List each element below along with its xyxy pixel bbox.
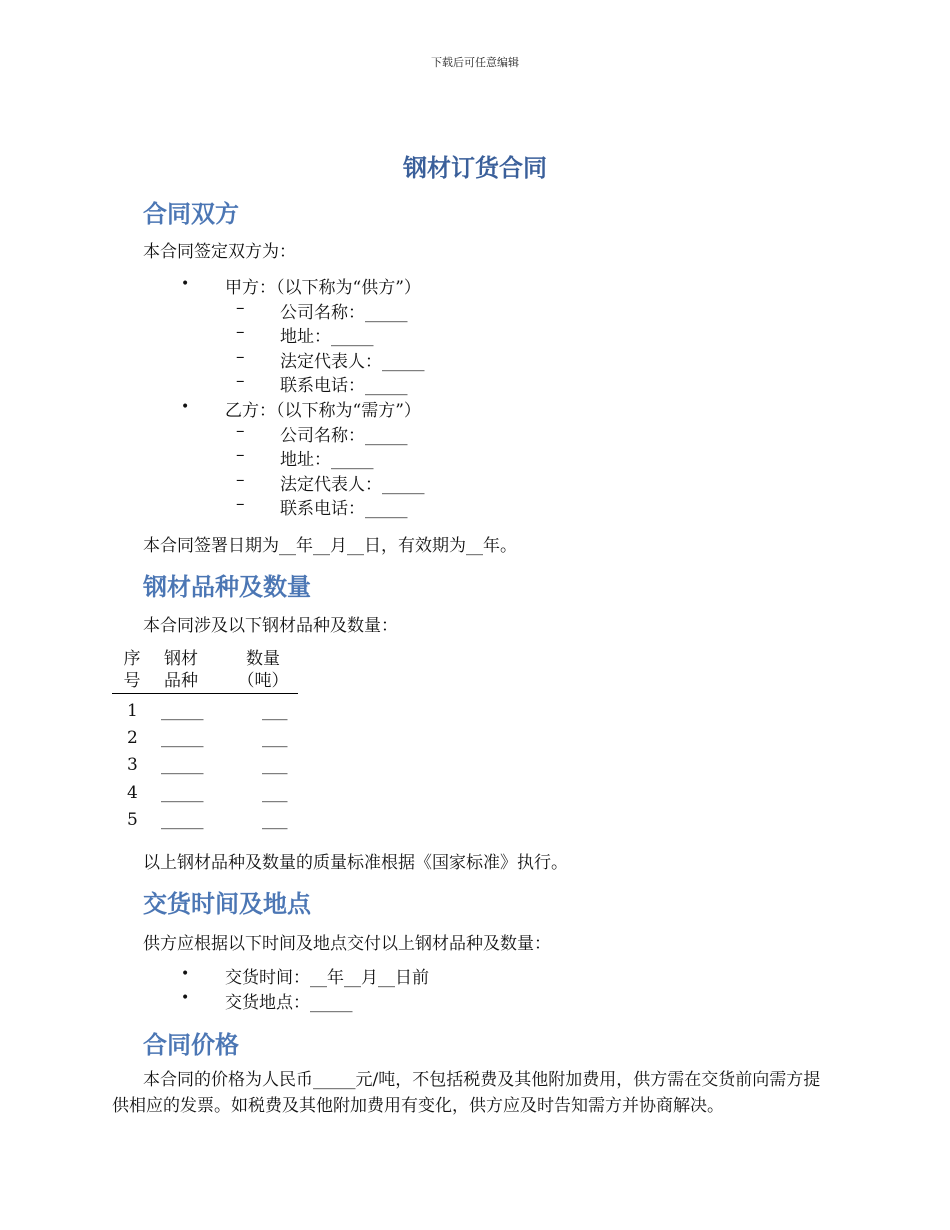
price-paragraph: 本合同的价格为人民币_____元/吨，不包括税费及其他附加费用，供方需在交货前向需方提供相应的发票。如税费及其他附加费用有变化，供方应及时告知需方并协商解决。: [112, 1070, 821, 1116]
party-b-phone: 联系电话：_____: [280, 499, 408, 519]
party-a-address: 地址：_____: [280, 327, 374, 347]
table-header-type-line1: 钢材: [164, 649, 198, 669]
dash-icon: –: [236, 445, 245, 465]
bullet-icon: •: [181, 276, 190, 292]
party-a-label: 甲方：（以下称为“供方”）: [225, 278, 421, 298]
party-b-company: 公司名称：_____: [280, 426, 408, 446]
section-heading-price: 合同价格: [143, 1031, 239, 1059]
row-quantity: ___: [262, 755, 288, 775]
quality-standard-line: 以上钢材品种及数量的质量标准根据《国家标准》执行。: [143, 853, 568, 873]
row-type: _____: [161, 783, 204, 803]
dash-icon: –: [236, 322, 245, 342]
date-line: 本合同签署日期为__年__月__日，有效期为__年。: [143, 536, 517, 556]
row-number: 2: [127, 728, 138, 748]
row-type: _____: [161, 810, 204, 830]
row-number: 4: [127, 783, 138, 803]
section-heading-steel: 钢材品种及数量: [143, 573, 311, 601]
table-header-quantity-line1: 数量: [246, 649, 280, 669]
dash-icon: –: [236, 347, 245, 367]
section-heading-delivery: 交货时间及地点: [143, 890, 311, 918]
page-header-note: 下载后可任意编辑: [431, 56, 519, 69]
party-b-label: 乙方：（以下称为“需方”）: [225, 401, 421, 421]
row-quantity: ___: [262, 701, 288, 721]
dash-icon: –: [236, 298, 245, 318]
table-header-type-line2: 品种: [164, 671, 198, 691]
row-number: 1: [127, 701, 138, 721]
bullet-icon: •: [181, 399, 190, 415]
dash-icon: –: [236, 470, 245, 490]
party-a-phone: 联系电话：_____: [280, 376, 408, 396]
dash-icon: –: [236, 371, 245, 391]
row-number: 3: [127, 755, 138, 775]
table-header-number-line1: 序: [123, 649, 141, 669]
dash-icon: –: [236, 421, 245, 441]
table-header-quantity: [228, 648, 298, 692]
row-quantity: ___: [262, 783, 288, 803]
party-a-company: 公司名称：_____: [280, 303, 408, 323]
steel-intro: 本合同涉及以下钢材品种及数量：: [143, 616, 398, 636]
row-quantity: ___: [262, 810, 288, 830]
dash-icon: –: [236, 494, 245, 514]
table-header-rule: [112, 693, 298, 694]
party-b-address: 地址：_____: [280, 450, 374, 470]
table-header-number-line2: 号: [123, 671, 141, 691]
row-type: _____: [161, 755, 204, 775]
row-quantity: ___: [262, 728, 288, 748]
delivery-time: 交货时间：__年__月__日前: [225, 968, 429, 988]
row-type: _____: [161, 728, 204, 748]
table-header-number: [118, 648, 146, 692]
section-heading-parties: 合同双方: [143, 200, 239, 228]
party-b-representative: 法定代表人：_____: [280, 475, 425, 495]
delivery-intro: 供方应根据以下时间及地点交付以上钢材品种及数量：: [143, 934, 551, 954]
bullet-icon: •: [181, 966, 190, 982]
table-header-quantity-line2: （吨）: [237, 671, 289, 691]
parties-intro: 本合同签定双方为：: [143, 242, 296, 262]
row-number: 5: [127, 810, 138, 830]
document-title: 钢材订货合同: [403, 154, 547, 182]
bullet-icon: •: [181, 990, 190, 1006]
row-type: _____: [161, 701, 204, 721]
table-header-type: [157, 648, 205, 692]
party-a-representative: 法定代表人：_____: [280, 352, 425, 372]
delivery-location: 交货地点：_____: [225, 993, 353, 1013]
